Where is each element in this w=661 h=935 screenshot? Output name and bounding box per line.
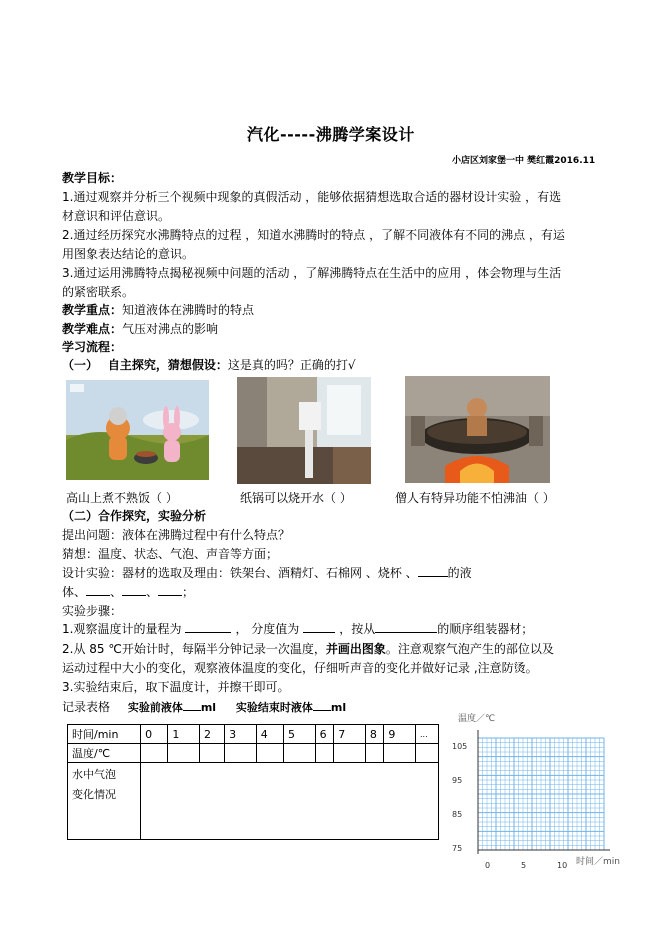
record-before: 实验前液体: [127, 701, 183, 714]
goal-1-line-1: 1.通过观察并分析三个视频中现象的真假活动 ，能够依据猜想选取合适的器材设计实验 ，有选: [62, 190, 562, 204]
blank-order[interactable]: [375, 621, 437, 633]
record-table: [67, 724, 439, 840]
time-5: 5: [284, 725, 316, 744]
record-line: [62, 698, 346, 715]
blank-division[interactable]: [303, 621, 335, 633]
temp-cell[interactable]: [416, 744, 439, 763]
key-label: 教学重点：: [62, 303, 123, 317]
step2-b: 。注意观察气泡产生的部位以及: [385, 642, 554, 656]
bubble-label: [68, 763, 141, 840]
goal-2-line-2: 用图象表达结论的意识。: [62, 247, 195, 261]
temperature-graph: [440, 720, 640, 880]
part2-heading: （二）合作探究，实验分析: [62, 509, 207, 523]
design-text-b: 的液: [447, 566, 472, 580]
time-label: 时间/min: [68, 725, 141, 744]
time-7: 7: [334, 725, 366, 744]
blank-3[interactable]: [158, 584, 182, 596]
blank-after[interactable]: [313, 699, 331, 711]
monk-oil-image: [405, 376, 550, 483]
difficulty-text: 气压对沸点的影响: [122, 322, 219, 336]
y-tick-label: 95: [452, 776, 463, 785]
graph-xlabel: 时间／min: [576, 857, 620, 867]
question: 提出问题：液体在沸腾过程中有什么特点？: [62, 528, 291, 542]
table-row: [68, 744, 439, 763]
record-after: 实验结束时液体: [235, 701, 313, 714]
x-tick-label: 10: [557, 861, 568, 870]
record-before-unit: ml: [200, 701, 217, 714]
goal-2-line-1: 2.通过经历探究水沸腾特点的过程 ，知道水沸腾时的特点 ，了解不同液体有不同的沸点 ，有运: [62, 228, 565, 242]
step-1: [62, 620, 533, 637]
goal-3-line-2: 的紧密联系。: [62, 285, 135, 299]
x-tick-label: 5: [521, 861, 527, 870]
temp-cell[interactable]: [200, 744, 225, 763]
y-tick-label: 75: [452, 844, 463, 853]
time-2: 2: [200, 725, 225, 744]
bubble-cell[interactable]: [141, 763, 439, 840]
blank-range[interactable]: [185, 621, 231, 633]
temp-cell[interactable]: [334, 744, 366, 763]
table-row: [68, 725, 439, 744]
step2-a: 2.从 85 ℃开始计时，每隔半分钟记录一次温度，: [62, 642, 326, 656]
caption-1: 高山上煮不熟饭（ ）: [66, 491, 178, 505]
step2-bold: 并画出图象: [325, 642, 386, 656]
step1-b: ， 分度值为: [235, 622, 300, 636]
blank-before[interactable]: [183, 699, 201, 711]
time-3: 3: [225, 725, 257, 744]
key-point: [62, 301, 254, 318]
author-name: 小店区刘家堡一中 樊红霞: [452, 156, 555, 166]
graph-ylabel: 温度／℃: [458, 714, 496, 724]
paper-pot-image: [237, 377, 371, 484]
part1-num: （一）: [62, 358, 99, 372]
blank-liquid[interactable]: [418, 565, 448, 577]
design-end: ；: [182, 585, 195, 599]
design-sep-1: 、: [110, 585, 123, 599]
record-after-unit: ml: [330, 701, 347, 714]
temp-label: 温度/℃: [68, 744, 141, 763]
steps-heading: 实验步骤：: [62, 604, 123, 618]
design-sep-2: 、: [146, 585, 159, 599]
step1-c: ，按从: [339, 622, 376, 636]
temp-cell[interactable]: [384, 744, 416, 763]
goal-3-line-1: 3.通过运用沸腾特点揭秘视频中问题的活动 ，了解沸腾特点在生活中的应用 ，体会物理与生活: [62, 266, 562, 280]
design-text-c: 体、: [62, 585, 87, 599]
bubble-label-2: 变化情况: [72, 788, 116, 801]
page-title: 汽化-----沸腾学案设计: [247, 125, 415, 144]
table-row: [68, 763, 439, 840]
part1-title: 自主探究，猜想假设：: [107, 358, 228, 372]
difficulty-label: 教学难点：: [62, 322, 123, 336]
time-4: 4: [256, 725, 283, 744]
time-more: ...: [416, 725, 439, 744]
goal-1-line-2: 材意识和评估意识。: [62, 209, 171, 223]
y-tick-label: 85: [452, 810, 463, 819]
part1-question: 这是真的吗？正确的打√: [227, 358, 356, 372]
blank-1[interactable]: [86, 584, 110, 596]
temp-cell[interactable]: [284, 744, 316, 763]
step1-a: 1.观察温度计的量程为: [62, 622, 182, 636]
blank-2[interactable]: [122, 584, 146, 596]
time-1: 1: [168, 725, 200, 744]
record-label: 记录表格: [62, 700, 111, 714]
temp-cell[interactable]: [256, 744, 283, 763]
temp-cell[interactable]: [168, 744, 200, 763]
temp-cell[interactable]: [365, 744, 384, 763]
author: [452, 153, 595, 166]
cartoon-image: [66, 380, 209, 480]
y-tick-label: 105: [452, 742, 468, 751]
temp-cell[interactable]: [141, 744, 168, 763]
part1-heading: [62, 356, 356, 373]
date: 2016.11: [554, 156, 596, 166]
time-6: 6: [315, 725, 334, 744]
step-3: 3.实验结束后，取下温度计，并擦干即可。: [62, 680, 290, 694]
time-8: 8: [365, 725, 384, 744]
design-line-2: [62, 583, 194, 600]
time-0: 0: [141, 725, 168, 744]
temp-cell[interactable]: [315, 744, 334, 763]
design-line-1: [62, 564, 472, 581]
key-text: 知道液体在沸腾时的特点: [122, 303, 255, 317]
step-2-line-2: 运动过程中大小的变化，观察液体温度的变化，仔细听声音的变化并做好记录 ,注意防烫。: [62, 661, 538, 675]
caption-2: 纸锅可以烧开水（ ）: [240, 491, 352, 505]
guess: 猜想：温度、状态、气泡、声音等方面；: [62, 547, 279, 561]
flow-heading: 学习流程：: [62, 340, 123, 354]
time-9: 9: [384, 725, 416, 744]
step1-d: 的顺序组装器材；: [437, 622, 534, 636]
step-2-line-1: [62, 640, 554, 657]
temp-cell[interactable]: [225, 744, 257, 763]
design-text-a: 设计实验：器材的选取及理由：铁架台、酒精灯、石棉网 、烧杯 、: [62, 566, 418, 580]
goals-heading: 教学目标：: [62, 171, 123, 185]
caption-3: 僧人有特异功能不怕沸油（ ）: [395, 491, 555, 505]
difficulty-point: [62, 320, 218, 337]
x-tick-label: 0: [485, 861, 491, 870]
bubble-label-1: 水中气泡: [72, 768, 116, 781]
